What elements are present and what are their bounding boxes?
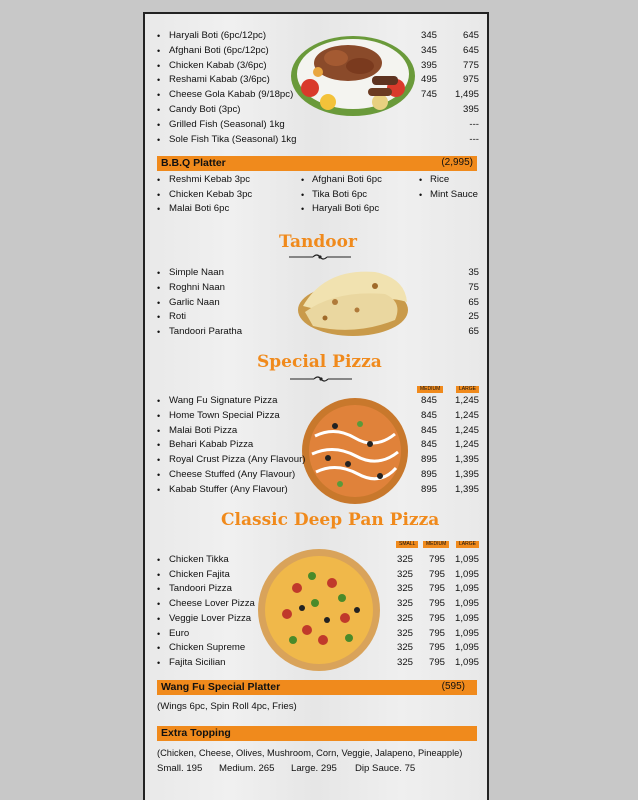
- extra-topping-medium-price: Medium. 265: [219, 763, 275, 774]
- list-bullet: •: [157, 440, 161, 451]
- list-bullet: •: [157, 189, 161, 200]
- extra-topping-small-price: Small. 195: [157, 763, 203, 774]
- bbq-item: Rice: [430, 174, 450, 185]
- menu-item-price-1: 745: [420, 89, 437, 101]
- bbq-item: Haryali Boti 6pc: [312, 203, 380, 215]
- pizza-price-large: 1,245: [454, 424, 479, 436]
- size-medium-tag: MEDIUM: [417, 386, 443, 393]
- list-bullet: •: [157, 569, 161, 580]
- pizza-price-large: 1,095: [454, 568, 479, 580]
- pizza-price-medium: 845: [420, 424, 437, 436]
- pizza-price-large: 1,245: [454, 395, 479, 406]
- dip-sauce-price: Dip Sauce. 75: [355, 763, 416, 774]
- pizza-price-large: 1,095: [454, 554, 479, 565]
- pizza-item-name: Malai Boti Pizza: [169, 424, 238, 436]
- list-bullet: •: [301, 204, 305, 215]
- list-bullet: •: [157, 484, 161, 495]
- pizza-item-name: Euro: [169, 627, 190, 639]
- bbq-item: Malai Boti 6pc: [169, 203, 230, 215]
- menu-item-name: Haryali Boti (6pc/12pc): [169, 30, 267, 41]
- pizza-item-name: Kabab Stuffer (Any Flavour): [169, 483, 288, 495]
- pizza-price-medium: 795: [428, 554, 445, 565]
- list-bullet: •: [157, 45, 161, 56]
- tandoor-item-price: 35: [468, 267, 479, 278]
- list-bullet: •: [157, 105, 161, 115]
- menu-item-price-1: 345: [420, 30, 437, 41]
- list-bullet: •: [157, 455, 161, 466]
- pizza-price-large: 1,095: [454, 627, 479, 639]
- size-medium-tag: MEDIUM: [423, 541, 449, 548]
- flourish-ornament-icon: [287, 252, 353, 262]
- menu-item-name: Chicken Kabab (3/6pc): [169, 59, 267, 71]
- pizza-price-large: 1,095: [454, 656, 479, 668]
- tandoor-item-name: Roghni Naan: [169, 281, 226, 293]
- pizza-item-name: Cheese Lover Pizza: [169, 598, 255, 610]
- bbq-platter-price: (2,995): [441, 157, 473, 168]
- pizza-price-medium: 795: [428, 642, 445, 654]
- bbq-item: Reshmi Kebab 3pc: [169, 174, 251, 185]
- pizza-item-name: Tandoori Pizza: [169, 583, 232, 595]
- extra-topping-bar: [157, 726, 477, 741]
- pizza-price-medium: 895: [420, 469, 437, 480]
- list-bullet: •: [157, 584, 161, 595]
- menu-item-price-2: 645: [462, 30, 479, 41]
- wangfu-platter-description: (Wings 6pc, Spin Roll 4pc, Fries): [157, 701, 297, 712]
- pizza-item-name: Chicken Supreme: [169, 642, 246, 654]
- menu-item-price-2: 775: [462, 59, 479, 71]
- list-bullet: •: [157, 396, 161, 406]
- menu-item-price-1: 495: [420, 74, 437, 86]
- pizza-item-name: Chicken Tikka: [169, 554, 229, 565]
- pizza-price-small: 325: [396, 642, 413, 654]
- pizza-price-small: 325: [396, 598, 413, 610]
- pizza-price-small: 325: [396, 612, 413, 624]
- pizza-price-small: 325: [396, 583, 413, 595]
- menu-item-price-1: 395: [420, 59, 437, 71]
- pizza-price-medium: 895: [420, 483, 437, 495]
- pizza-price-medium: 795: [428, 598, 445, 610]
- flourish-ornament-icon: [288, 374, 354, 384]
- extra-topping-description: (Chicken, Cheese, Olives, Mushroom, Corn, Veggie, Jalapeno, Pineapple): [157, 748, 463, 758]
- bbq-item: Mint Sauce: [430, 188, 478, 200]
- pizza-price-medium: 845: [420, 409, 437, 421]
- list-bullet: •: [157, 268, 161, 278]
- pizza-price-medium: 845: [420, 439, 437, 451]
- menu-card: [143, 12, 489, 800]
- list-bullet: •: [157, 90, 161, 101]
- tandoor-item-price: 65: [468, 296, 479, 308]
- list-bullet: •: [157, 555, 161, 565]
- menu-item-price-2: 975: [462, 74, 479, 86]
- pizza-price-small: 325: [396, 656, 413, 668]
- pizza-price-medium: 795: [428, 627, 445, 639]
- menu-item-price-2: 1,495: [454, 89, 479, 101]
- list-bullet: •: [157, 31, 161, 41]
- bbq-platter-bar: [157, 156, 477, 171]
- pizza-item-name: Chicken Fajita: [169, 568, 230, 580]
- pizza-price-medium: 795: [428, 568, 445, 580]
- menu-item-name: Grilled Fish (Seasonal) 1kg: [169, 118, 285, 130]
- menu-item-name: Candy Boti (3pc): [169, 104, 241, 115]
- tandoor-item-price: 25: [468, 311, 479, 323]
- pizza-item-name: Fajita Sicilian: [169, 656, 226, 668]
- bbq-item: Chicken Kebab 3pc: [169, 188, 253, 200]
- pizza-price-large: 1,245: [454, 439, 479, 451]
- pizza-price-large: 1,095: [454, 583, 479, 595]
- pizza-price-large: 1,395: [454, 469, 479, 480]
- list-bullet: •: [419, 175, 423, 185]
- pizza-item-name: Wang Fu Signature Pizza: [169, 395, 278, 406]
- pizza-item-name: Royal Crust Pizza (Any Flavour): [169, 454, 306, 466]
- list-bullet: •: [157, 410, 161, 421]
- pizza-price-medium: 895: [420, 454, 437, 466]
- size-large-tag: LARGE: [456, 386, 479, 393]
- special-pizza-heading: Special Pizza: [257, 352, 382, 372]
- pizza-item-name: Cheese Stuffed (Any Flavour): [169, 469, 296, 480]
- menu-item-name: Sole Fish Tika (Seasonal) 1kg: [169, 133, 297, 145]
- pizza-price-large: 1,395: [454, 483, 479, 495]
- list-bullet: •: [157, 643, 161, 654]
- list-bullet: •: [301, 175, 305, 185]
- tandoor-item-name: Roti: [169, 311, 187, 323]
- menu-item-name: Cheese Gola Kabab (9/18pc): [169, 89, 294, 101]
- deep-pan-pizza-image: [257, 548, 381, 672]
- pizza-price-large: 1,095: [454, 612, 479, 624]
- list-bullet: •: [301, 189, 305, 200]
- list-bullet: •: [157, 75, 161, 86]
- pizza-item-name: Behari Kabab Pizza: [169, 439, 254, 451]
- menu-item-price-1: 345: [420, 44, 437, 56]
- list-bullet: •: [157, 204, 161, 215]
- extra-topping-large-price: Large. 295: [291, 763, 337, 774]
- bbq-item: Afghani Boti 6pc: [312, 174, 382, 185]
- pizza-price-small: 325: [396, 568, 413, 580]
- pizza-price-medium: 795: [428, 612, 445, 624]
- pizza-price-large: 1,395: [454, 454, 479, 466]
- list-bullet: •: [157, 119, 161, 130]
- list-bullet: •: [157, 60, 161, 71]
- menu-item-name: Afghani Boti (6pc/12pc): [169, 44, 269, 56]
- tandoor-item-name: Garlic Naan: [169, 296, 220, 308]
- pizza-price-large: 1,095: [454, 642, 479, 654]
- pizza-item-name: Veggie Lover Pizza: [169, 612, 252, 624]
- tandoor-item-price: 75: [468, 281, 479, 293]
- list-bullet: •: [157, 327, 161, 338]
- list-bullet: •: [157, 297, 161, 308]
- list-bullet: •: [157, 657, 161, 668]
- list-bullet: •: [157, 470, 161, 480]
- wangfu-platter-title: Wang Fu Special Platter: [161, 681, 281, 693]
- naan-bread-image: [295, 262, 415, 340]
- list-bullet: •: [157, 599, 161, 610]
- pizza-item-name: Home Town Special Pizza: [169, 409, 280, 421]
- wangfu-platter-price: (595): [441, 681, 465, 692]
- bbq-platter-title: B.B.Q Platter: [161, 157, 226, 169]
- list-bullet: •: [157, 312, 161, 323]
- list-bullet: •: [157, 628, 161, 639]
- tandoor-item-price: 65: [468, 326, 479, 338]
- bbq-item: Tika Boti 6pc: [312, 188, 368, 200]
- pizza-price-small: 325: [396, 554, 413, 565]
- menu-item-price-2: 395: [462, 104, 479, 115]
- signature-pizza-image: [300, 396, 410, 506]
- size-small-tag: SMALL: [396, 541, 418, 548]
- pizza-price-medium: 795: [428, 656, 445, 668]
- menu-item-price-2: ---: [469, 118, 479, 130]
- list-bullet: •: [157, 175, 161, 185]
- pizza-price-large: 1,245: [454, 409, 479, 421]
- pizza-price-medium: 795: [428, 583, 445, 595]
- list-bullet: •: [419, 189, 423, 200]
- deep-pan-pizza-heading: Classic Deep Pan Pizza: [221, 510, 440, 530]
- pizza-price-medium: 845: [420, 395, 437, 406]
- tandoor-heading: Tandoor: [279, 232, 357, 252]
- list-bullet: •: [157, 613, 161, 624]
- tandoor-item-name: Simple Naan: [169, 267, 224, 278]
- list-bullet: •: [157, 282, 161, 293]
- menu-item-price-2: 645: [462, 44, 479, 56]
- size-large-tag: LARGE: [456, 541, 479, 548]
- list-bullet: •: [157, 134, 161, 145]
- menu-item-name: Reshami Kabab (3/6pc): [169, 74, 270, 86]
- tandoor-item-name: Tandoori Paratha: [169, 326, 243, 338]
- list-bullet: •: [157, 425, 161, 436]
- pizza-price-large: 1,095: [454, 598, 479, 610]
- extra-topping-title: Extra Topping: [161, 727, 231, 739]
- wangfu-platter-bar: [157, 680, 477, 695]
- menu-item-price-2: ---: [469, 133, 479, 145]
- pizza-price-small: 325: [396, 627, 413, 639]
